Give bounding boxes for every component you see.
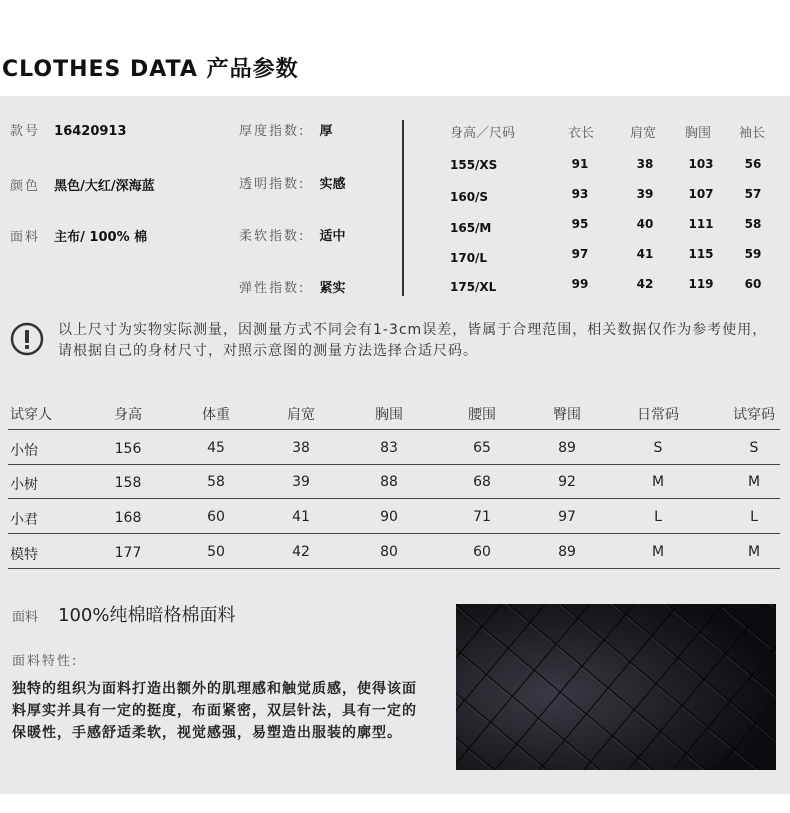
fit-cell: M	[651, 474, 665, 490]
fit-cell: 168	[114, 510, 142, 526]
thickness-value: 厚	[319, 124, 333, 139]
fit-cell: M	[747, 544, 761, 560]
fit-cell: 42	[292, 544, 310, 560]
fit-cell: 80	[380, 544, 398, 560]
elasticity-label: 弹性指数:	[239, 281, 306, 296]
transparency-label: 透明指数:	[239, 177, 306, 192]
size-cell: 165/M	[450, 221, 492, 235]
style-no-label: 款号	[10, 124, 41, 139]
size-cell: 57	[744, 187, 762, 201]
fabric-section-title: 100%纯棉暗格棉面料	[58, 605, 236, 626]
fit-cell: 83	[380, 440, 398, 456]
page-title: CLOTHES DATA 产品参数	[2, 57, 299, 82]
size-cell: 93	[571, 187, 589, 201]
fit-cell: 89	[558, 440, 576, 456]
fit-cell: 50	[207, 544, 225, 560]
fit-cell: S	[749, 440, 759, 456]
size-cell: 40	[636, 217, 654, 231]
fit-header: 日常码	[637, 407, 679, 423]
fit-cell: 60	[473, 544, 491, 560]
thickness-label: 厚度指数:	[239, 124, 306, 139]
size-cell: 41	[636, 247, 654, 261]
fit-cell: 90	[380, 509, 398, 525]
fit-cell: 小君	[10, 512, 38, 528]
color-value: 黑色/大红/深海蓝	[54, 179, 155, 194]
info-transparency	[239, 173, 346, 192]
fabric-feature-label: 面料特性:	[12, 654, 79, 669]
fit-header: 试穿码	[733, 407, 775, 423]
fit-cell: 小怡	[10, 443, 38, 459]
fabric-value: 主布/ 100% 棉	[54, 230, 148, 245]
elasticity-value: 紧实	[319, 281, 346, 296]
size-header-sleeve: 袖长	[739, 126, 766, 141]
fit-cell: 71	[473, 509, 491, 525]
measurement-notice: 以上尺寸为实物实际测量，因测量方式不同会有1-3cm误差，皆属于合理范围，相关数据仅作为参考使用，请根据自己的身材尺寸，对照示意图的测量方法选择合适尺码。	[58, 322, 768, 359]
size-cell: 91	[571, 157, 589, 171]
size-cell: 175/XL	[450, 280, 497, 294]
fit-cell: 38	[292, 440, 310, 456]
size-cell: 95	[571, 217, 589, 231]
table-divider	[8, 568, 780, 569]
size-cell: 58	[744, 217, 762, 231]
size-header-length: 衣长	[568, 126, 595, 141]
fit-cell: 97	[558, 509, 576, 525]
fit-cell: 156	[114, 441, 142, 457]
size-header-height: 身高／尺码	[450, 126, 516, 141]
size-cell: 99	[571, 277, 589, 291]
fit-cell: L	[750, 509, 758, 525]
exclamation-circle-icon	[10, 322, 44, 356]
divider-vertical	[402, 120, 404, 296]
size-cell: 160/S	[450, 190, 489, 204]
fit-cell: 模特	[10, 547, 38, 563]
fit-header: 肩宽	[287, 407, 315, 423]
size-cell: 97	[571, 247, 589, 261]
fit-cell: 58	[207, 474, 225, 490]
info-color	[10, 175, 155, 194]
size-cell: 60	[744, 277, 762, 291]
fit-cell: 45	[207, 440, 225, 456]
fit-cell: 41	[292, 509, 310, 525]
fit-header: 体重	[202, 407, 230, 423]
size-header-chest: 胸围	[685, 126, 712, 141]
fabric-label: 面料	[10, 230, 41, 245]
size-cell: 107	[688, 187, 714, 201]
size-cell: 115	[688, 247, 714, 261]
size-cell: 56	[744, 157, 762, 171]
fit-cell: 65	[473, 440, 491, 456]
fit-cell: M	[747, 474, 761, 490]
fit-header: 试穿人	[10, 407, 52, 423]
softness-value: 适中	[319, 229, 346, 244]
fit-header: 身高	[114, 407, 142, 423]
fit-cell: 小树	[10, 477, 38, 493]
fabric-section-label: 面料	[12, 610, 39, 625]
table-divider	[8, 464, 780, 465]
style-no-value: 16420913	[54, 124, 127, 139]
info-softness	[239, 225, 346, 244]
table-divider	[8, 533, 780, 534]
fit-header: 胸围	[375, 407, 403, 423]
fit-cell: 177	[114, 545, 142, 561]
fabric-feature-text: 独特的组织为面料打造出额外的肌理感和触觉质感，使得该面料厚实并具有一定的挺度，布面紧密，双层针法，具有一定的保暖性，手感舒适柔软，视觉感强，易塑造出服装的廓型。	[12, 681, 417, 741]
size-cell: 170/L	[450, 251, 488, 265]
fit-cell: 39	[292, 474, 310, 490]
fit-cell: 92	[558, 474, 576, 490]
softness-label: 柔软指数:	[239, 229, 306, 244]
size-cell: 59	[744, 247, 762, 261]
size-cell: 103	[688, 157, 714, 171]
fit-cell: 158	[114, 475, 142, 491]
transparency-value: 实感	[319, 177, 346, 192]
fit-cell: 60	[207, 509, 225, 525]
fabric-swatch-image	[456, 604, 776, 770]
fit-cell: 89	[558, 544, 576, 560]
fit-header: 臀围	[553, 407, 581, 423]
size-cell: 42	[636, 277, 654, 291]
size-cell: 39	[636, 187, 654, 201]
size-cell: 155/XS	[450, 158, 498, 172]
info-fabric	[10, 226, 147, 245]
info-style-no	[10, 120, 127, 139]
info-elasticity	[239, 277, 346, 296]
fit-header: 腰围	[468, 407, 496, 423]
color-label: 颜色	[10, 179, 41, 194]
fit-cell: 88	[380, 474, 398, 490]
info-thickness	[239, 120, 333, 139]
quilted-fabric-pattern	[456, 604, 776, 770]
size-header-shoulder: 肩宽	[630, 126, 657, 141]
size-cell: 111	[688, 217, 714, 231]
size-cell: 38	[636, 157, 654, 171]
table-divider	[8, 429, 780, 430]
size-cell: 119	[688, 277, 714, 291]
fit-cell: L	[654, 509, 662, 525]
table-divider	[8, 498, 780, 499]
fit-cell: M	[651, 544, 665, 560]
fit-cell: 68	[473, 474, 491, 490]
fit-cell: S	[653, 440, 663, 456]
